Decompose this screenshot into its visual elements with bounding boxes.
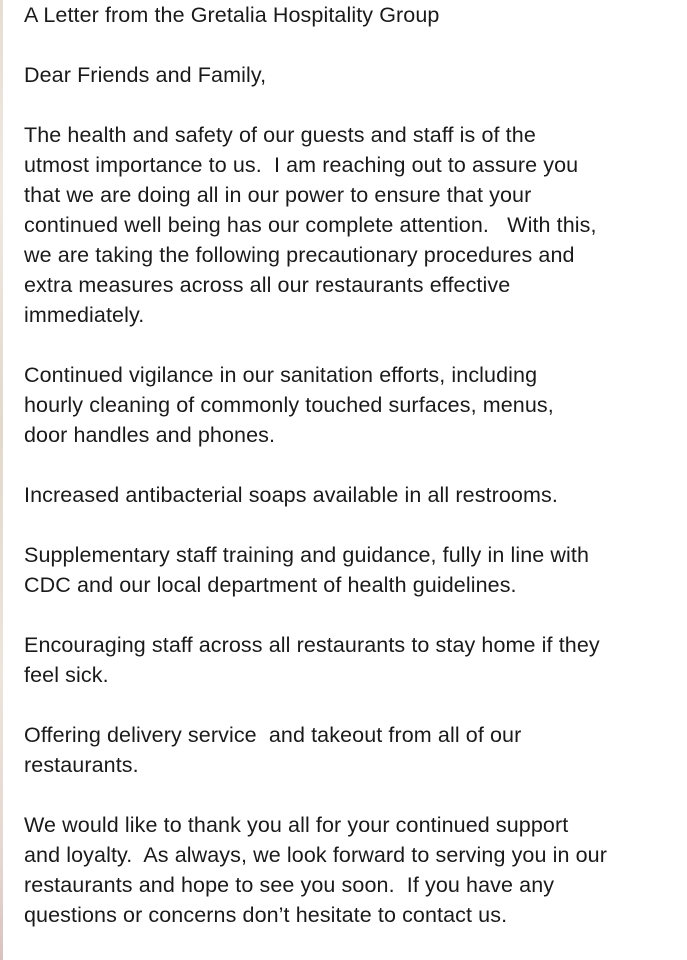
closing-line: questions or concerns don’t hesitate to contact us. — [24, 903, 508, 927]
measure-stay-home-line: feel sick. — [24, 663, 109, 687]
intro-line: The health and safety of our guests and staff is of the — [24, 123, 536, 147]
measure-sanitation-line: hourly cleaning of commonly touched surfaces, menus, — [24, 393, 554, 417]
closing-line: We would like to thank you all for your continued support — [24, 813, 569, 837]
closing-line: and loyalty. As always, we look forward to serving you in our — [24, 843, 607, 867]
measure-delivery-line: Offering delivery service and takeout from all of our — [24, 723, 522, 747]
measure-training-line: Supplementary staff training and guidance, fully in line with — [24, 543, 590, 567]
measure-delivery-line: restaurants. — [24, 753, 139, 777]
page-edge — [0, 0, 3, 960]
intro-line: that we are doing all in our power to ensure that your — [24, 183, 532, 207]
intro-line: extra measures across all our restaurants effective — [24, 273, 511, 297]
letter-title: A Letter from the Gretalia Hospitality Group — [24, 3, 440, 27]
intro-line: immediately. — [24, 303, 145, 327]
measure-stay-home-line: Encouraging staff across all restaurants to stay home if they — [24, 633, 600, 657]
intro-line: utmost importance to us. I am reaching out to assure you — [24, 153, 579, 177]
measure-training-line: CDC and our local department of health guidelines. — [24, 573, 517, 597]
measure-sanitation-line: door handles and phones. — [24, 423, 276, 447]
intro-line: continued well being has our complete attention. With this, — [24, 213, 597, 237]
intro-line: we are taking the following precautionary procedures and — [24, 243, 575, 267]
measure-soaps-line: Increased antibacterial soaps available in all restrooms. — [24, 483, 558, 507]
measure-sanitation-line: Continued vigilance in our sanitation efforts, including — [24, 363, 538, 387]
closing-line: restaurants and hope to see you soon. If you have any — [24, 873, 555, 897]
letter-greeting: Dear Friends and Family, — [24, 63, 267, 87]
